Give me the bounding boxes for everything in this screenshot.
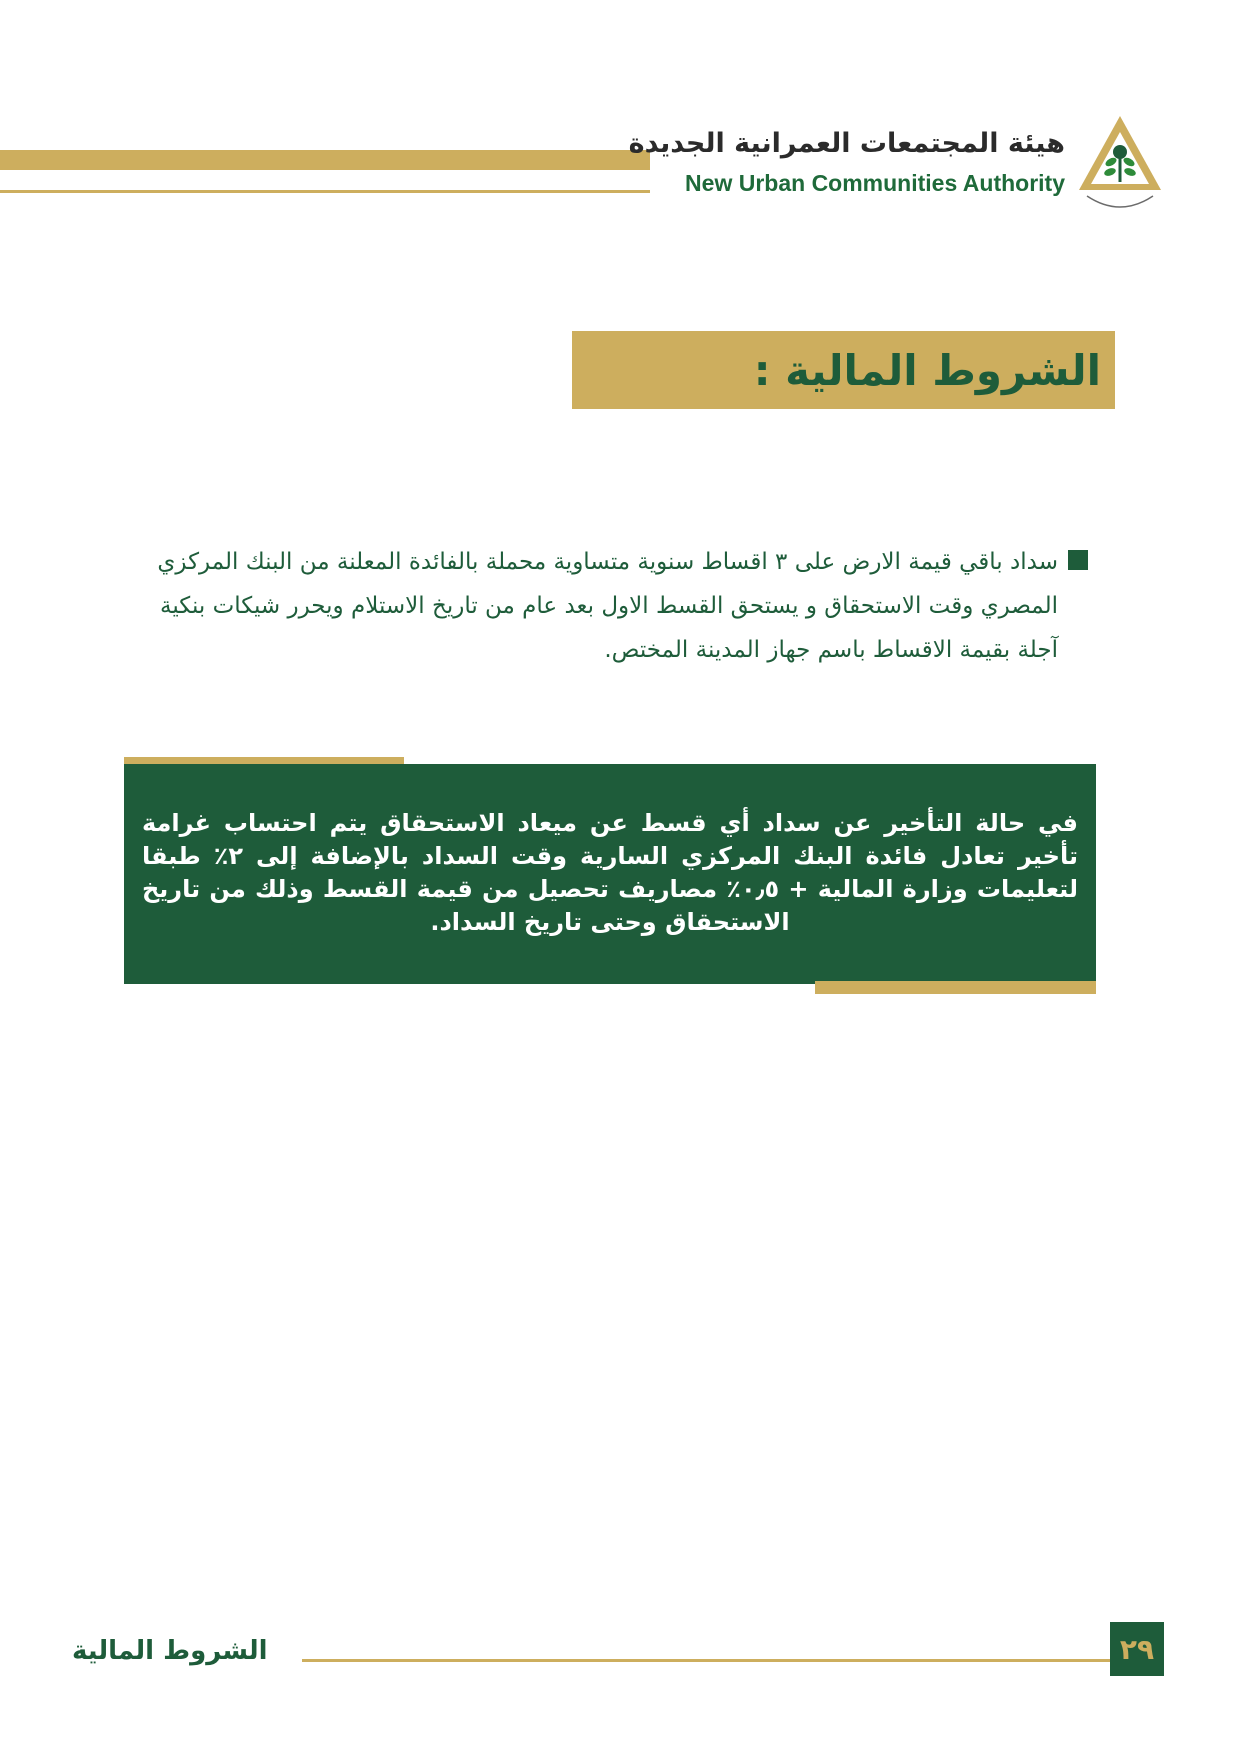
late-payment-note-text: في حالة التأخير عن سداد أي قسط عن ميعاد الاستحقاق يتم احتساب غرامة تأخير تعادل فائدة البنك المركزي السارية وقت السداد بالإضافة إلى ٢٪ طبقا لتعليمات وزارة المالية + ٠٫٥٪ مصاريف تحصيل من قيمة القسط وذلك من تاريخ الاستحقاق وحتى تاريخ السداد. [142,809,1078,936]
bullet-square-icon [1068,550,1088,570]
late-payment-note-box [124,764,1096,984]
header-gold-line [0,190,650,193]
footer-section-title: الشروط المالية [72,1636,268,1666]
org-name-english: New Urban Communities Authority [685,170,1065,196]
section-title: الشروط المالية : [753,345,1101,395]
page-number: ٢٩ [1110,1622,1164,1676]
nuca-logo-icon [1075,112,1165,222]
footer-gold-line [302,1659,1110,1662]
org-name-arabic: هيئة المجتمعات العمرانية الجديدة [628,128,1065,159]
header-gold-bar [0,150,650,170]
section-title-box [572,331,1115,409]
installment-terms-paragraph: سداد باقي قيمة الارض على ٣ اقساط سنوية متساوية محملة بالفائدة المعلنة من البنك المركزي المصري وقت الاستحقاق و يستحق القسط الاول بعد عام من تاريخ الاستلام ويحرر شيكات بنكية آجلة بقيمة الاقساط باسم جهاز المدينة المختص. [157,549,1058,663]
note-bottom-accent-bar [815,981,1096,994]
